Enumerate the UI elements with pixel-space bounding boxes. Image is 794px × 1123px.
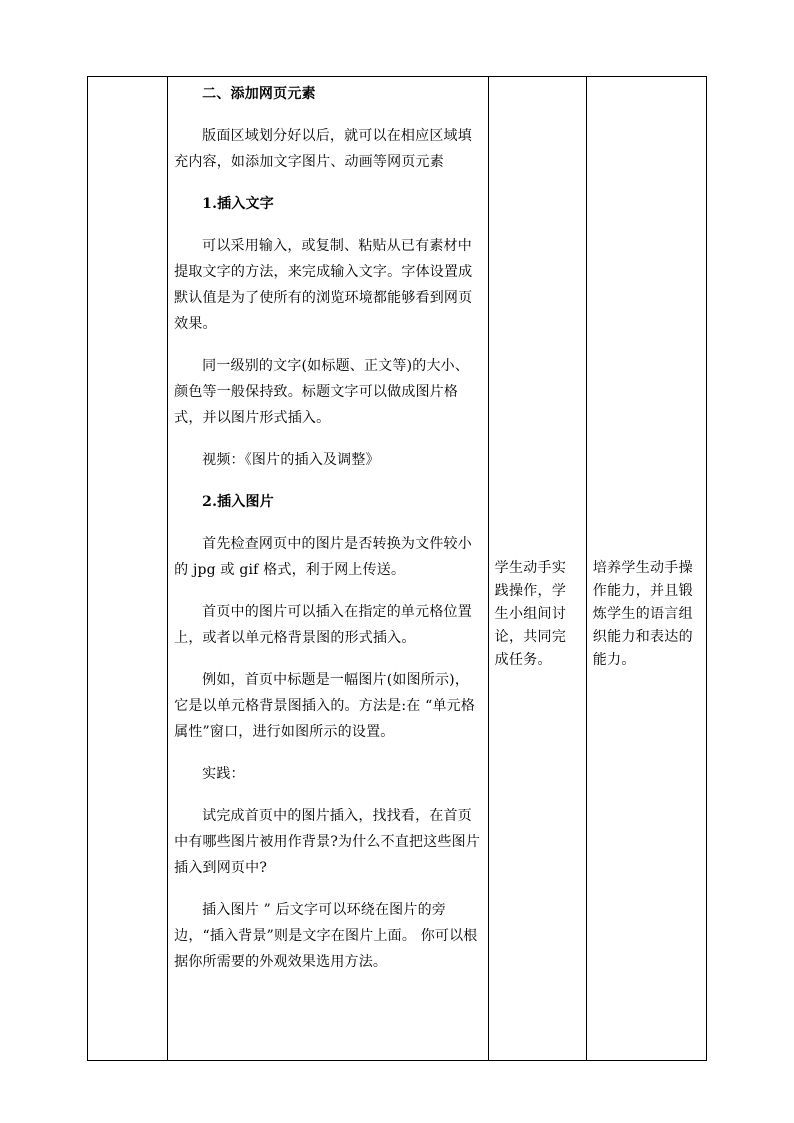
paragraph: 试完成首页中的图片插入，找找看，在首页中有哪些图片被用作背景?为什么不直把这些图片插入到网页中? (174, 808, 481, 876)
table-row (88, 77, 707, 1061)
student-activity-cell (488, 77, 586, 1061)
student-activity-text: 学生动手实践操作，学生小组间讨论，共同完成任务。 (494, 560, 567, 668)
design-intent-text: 培养学生动手操作能力，并且锻炼学生的语言组织能力和表达的能力。 (592, 560, 693, 668)
paragraph: 例如，首页中标题是一幅图片(如图所示)，它是以单元格背景图插入的。方法是:在 “单元格属性”窗口，进行如图所示的设置。 (174, 672, 476, 740)
teaching-content-cell (168, 77, 489, 1061)
paragraph: 首页中的图片可以插入在指定的单元格位置上，或者以单元格背景图的形式插入。 (174, 604, 472, 646)
lesson-plan-table (87, 76, 707, 1061)
subheading-insert-image: 2.插入图片 (202, 494, 274, 510)
practice-label: 实践： (202, 766, 245, 782)
paragraph: 首先检查网页中的图片是否转换为文件较小的 jpg 或 gif 格式，利于网上传送。 (174, 536, 472, 578)
empty-cell (88, 77, 168, 1061)
video-reference: 视频：《图片的插入及调整》 (202, 452, 380, 468)
subheading-insert-text: 1.插入文字 (202, 196, 274, 212)
design-intent-cell (586, 77, 706, 1061)
paragraph: 版面区域划分好以后，就可以在相应区域填充内容，如添加文字图片、动画等网页元素 (174, 128, 472, 170)
paragraph: 插入图片 ” 后文字可以环绕在图片的旁边，“插入背景”则是文字在图片上面。 你可以根据你所需要的外观效果选用方法。 (174, 902, 478, 970)
paragraph: 可以采用输入，或复制、粘贴从已有素材中提取文字的方法，来完成输入文字。字体设置成默认值是为了使所有的浏览环境都能够看到网页效果。 (174, 238, 473, 332)
section-title: 二、添加网页元素 (202, 86, 316, 102)
paragraph: 同一级别的文字(如标题、正文等)的大小、颜色等一般保持致。标题文字可以做成图片格式，并以图片形式插入。 (174, 358, 470, 426)
